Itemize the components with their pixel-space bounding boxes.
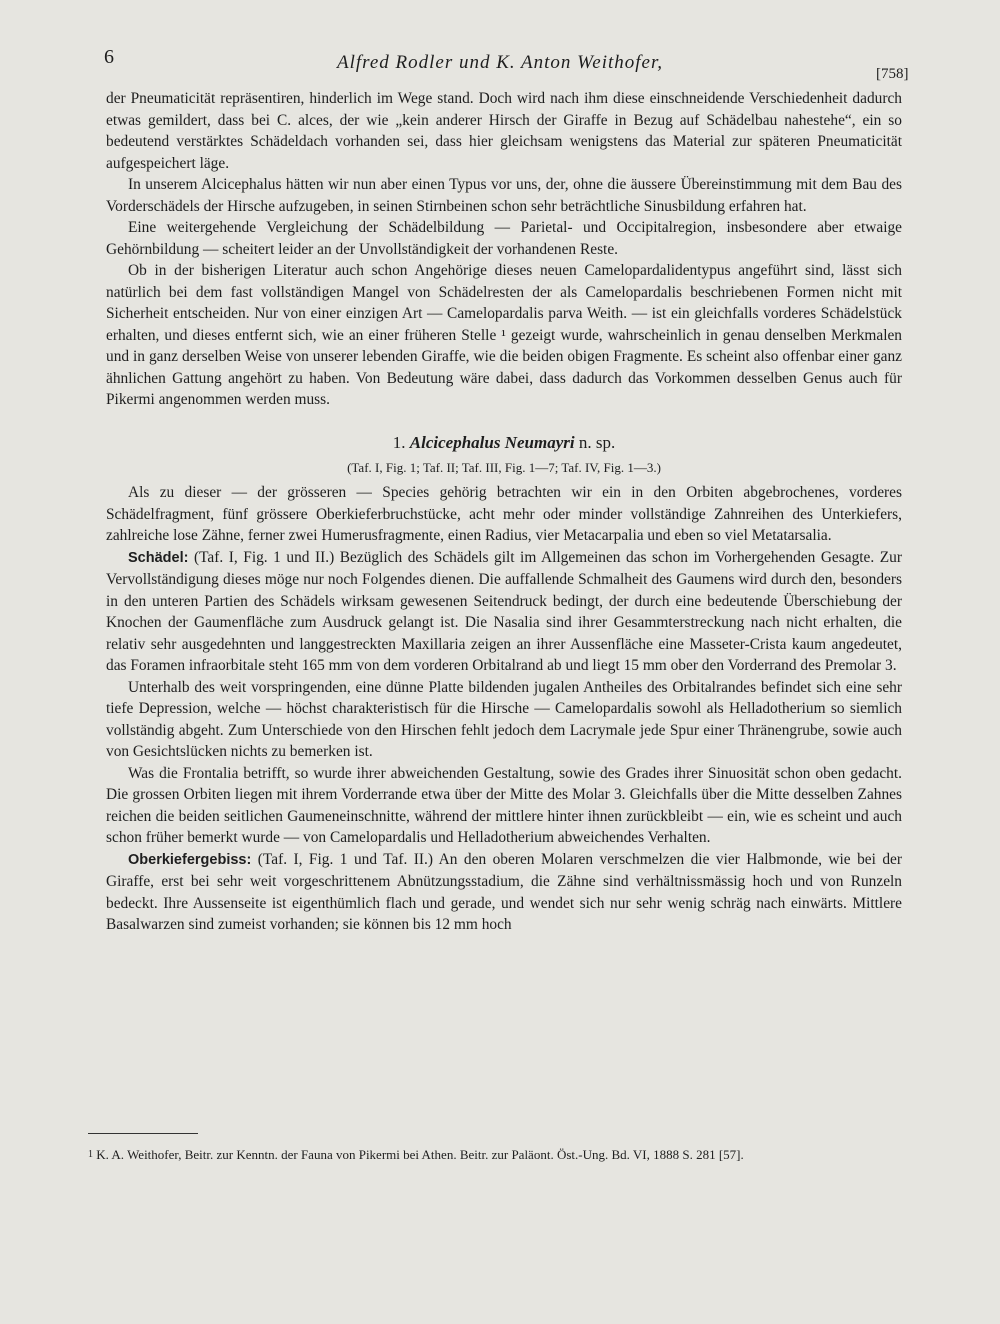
- original-page-number: [758]: [876, 66, 909, 82]
- section-number: 1.: [392, 432, 406, 452]
- schaedel-text: (Taf. I, Fig. 1 und II.) Bezüglich des Schädels gilt im Allgemeinen das schon im Vorhergehenden Gesagte. Zur Vervollständigung dieses möge nur noch Folgendes dienen. Die auffallende Schmalheit des Gaumens wird durch den, besonders in den unteren Partien des Schädels wirksam gewesenen Seitendruck bedingt, der durch eine bedeutende Überschiebung der Knochen der Gaumenfläche zum Ausdruck gelangt ist. Die Nasalia sind ihrer Gesammterstreckung nach nicht erhalten, die relativ sehr ausgedehnten und langgestreckten Maxillaria zeigen an ihrer Aussenfläche eine Masseter-Crista kaum angedeutet, das Foramen infraorbitale steht 165 mm von dem vorderen Orbitalrand ab und liegt 15 mm ober den Vorderrand des Premolar 3.: [106, 548, 902, 674]
- paragraph: Eine weitergehende Vergleichung der Schädelbildung — Parietal- und Occipitalregion, insbesondere aber etwaige Gehörnbildung — scheitert leider an der Unvollständigkeit der vorhandenen Reste.: [106, 219, 902, 258]
- footnote-text: K. A. Weithofer, Beitr. zur Kenntn. der Fauna von Pikermi bei Athen. Beitr. zur Paläont. Öst.-Ung. Bd. VI, 1888 S. 281 [57].: [96, 1147, 744, 1162]
- schaedel-heading: Schädel:: [128, 549, 189, 566]
- oberkiefer-text: (Taf. I, Fig. 1 und Taf. II.) An den oberen Molaren verschmelzen die vier Halbmonde, wie bei der Giraffe, erst bei sehr weit vorgeschrittenem Abnützungsstadium, die Zähne sind verhältnissmässig hoch und von Runzeln bedeckt. Ihre Aussenseite ist eigenthümlich flach und gerade, und wendet sich nur sehr wenig schräg nach einwärts. Mittlere Basalwarzen sind zumeist vorhanden; sie können bis 12 mm hoch: [106, 850, 902, 933]
- page-number: 6: [104, 46, 114, 68]
- paragraph: Ob in der bisherigen Literatur auch schon Angehörige dieses neuen Camelopardalidentypus angeführt sind, lässt sich natürlich bei dem fast vollständigen Mangel von Schädelresten der als Camelopardalis beschriebenen Formen nicht mit Sicherheit entscheiden. Nur von einer einzigen Art — Camelopardalis parva Weith. — ist ein gleichfalls vorderes Schädelstück erhalten, und dieses entfernt sich, wie an einer früheren Stelle ¹ gezeigt wurde, wahrscheinlich in genau denselben Merkmalen und in ganz derselben Weise von unserer lebenden Giraffe, wie die beiden obigen Fragmente. Es scheint also offenbar einer ganz ähnlichen Gattung angehört zu haben. Von Bedeutung wäre dabei, dass dadurch das Vorkommen desselben Genus auch für Pikermi angenommen werden muss.: [106, 262, 902, 408]
- paragraph: In unserem Alcicephalus hätten wir nun aber einen Typus vor uns, der, ohne die äussere Übereinstimmung mit dem Bau des Vorderschädels der Hirsche aufzugeben, in seinen Stirnbeinen schon sehr beträchtliche Sinusbildung erfahren hat.: [106, 176, 902, 215]
- section-title: [106, 431, 902, 455]
- plate-reference: (Taf. I, Fig. 1; Taf. II; Taf. III, Fig. 1—7; Taf. IV, Fig. 1—3.): [347, 459, 661, 475]
- footnote-mark: 1: [88, 1149, 93, 1160]
- running-title: Alfred Rodler und K. Anton Weithofer,: [336, 52, 664, 73]
- paragraph: der Pneumaticität repräsentiren, hinderlich im Wege stand. Doch wird nach ihm diese einschneidende Verschiedenheit dadurch etwas gemildert, dass bei C. alces, der wie „kein anderer Hirsch der Giraffe in Bezug auf Schädelbau nahestehe“, ein so bedeutend verstärktes Schädeldach vorhanden sei, dass hier gleichsam wenigstens das Material zur späteren Pneumaticität aufgespeichert läge.: [106, 90, 902, 172]
- footnote-divider: [88, 1133, 198, 1134]
- running-header: [0, 46, 1000, 80]
- schaedel-paragraph: [106, 547, 902, 677]
- body-text: [106, 88, 902, 936]
- oberkiefer-paragraph: [106, 849, 902, 936]
- species-name: Alcicephalus Neumayri: [409, 432, 575, 452]
- species-suffix: n. sp.: [578, 432, 616, 452]
- oberkiefer-heading: Oberkiefergebiss:: [128, 851, 252, 868]
- paragraph: Als zu dieser — der grösseren — Species gehörig betrachten wir ein in den Orbiten abgebrochenes, vorderes Schädelfragment, fünf grössere Oberkieferbruchstücke, acht mehr oder minder vollständige Zahnreihen des Unterkiefers, zahlreiche lose Zähne, ferner zwei Humerusfragmente, einen Radius, vier Metacarpalia und eben so viel Metatarsalia.: [106, 484, 902, 544]
- footnote: [88, 1145, 898, 1164]
- paragraph: Unterhalb des weit vorspringenden, eine dünne Platte bildenden jugalen Antheiles des Orbitalrandes befindet sich eine sehr tiefe Depression, welche — höchst charakteristisch für die Hirsche — Camelopardalis sowohl als Helladotherium so siemlich vollständig abgeht. Zum Unterschiede von den Hirschen fehlt jedoch dem Lacrymale jede Spur einer Thränengrube, sowie auch von Gesichtslücken nichts zu bemerken ist.: [106, 678, 902, 760]
- paragraph: Was die Frontalia betrifft, so wurde ihrer abweichenden Gestaltung, sowie des Grades ihrer Sinuosität schon oben gedacht. Die grossen Orbiten liegen mit ihrem Vorderrande etwa über der Mitte des Molar 3. Gleichfalls über die Mitte desselben Zahnes reichen die beiden seitlichen Gaumeneinschnitte, während der mittlere hinter ihnen zurückbleibt — ein, wie es scheint und auch schon früher bemerkt wurde — von Camelopardalis und Helladotherium abweichendes Verhalten.: [106, 764, 902, 846]
